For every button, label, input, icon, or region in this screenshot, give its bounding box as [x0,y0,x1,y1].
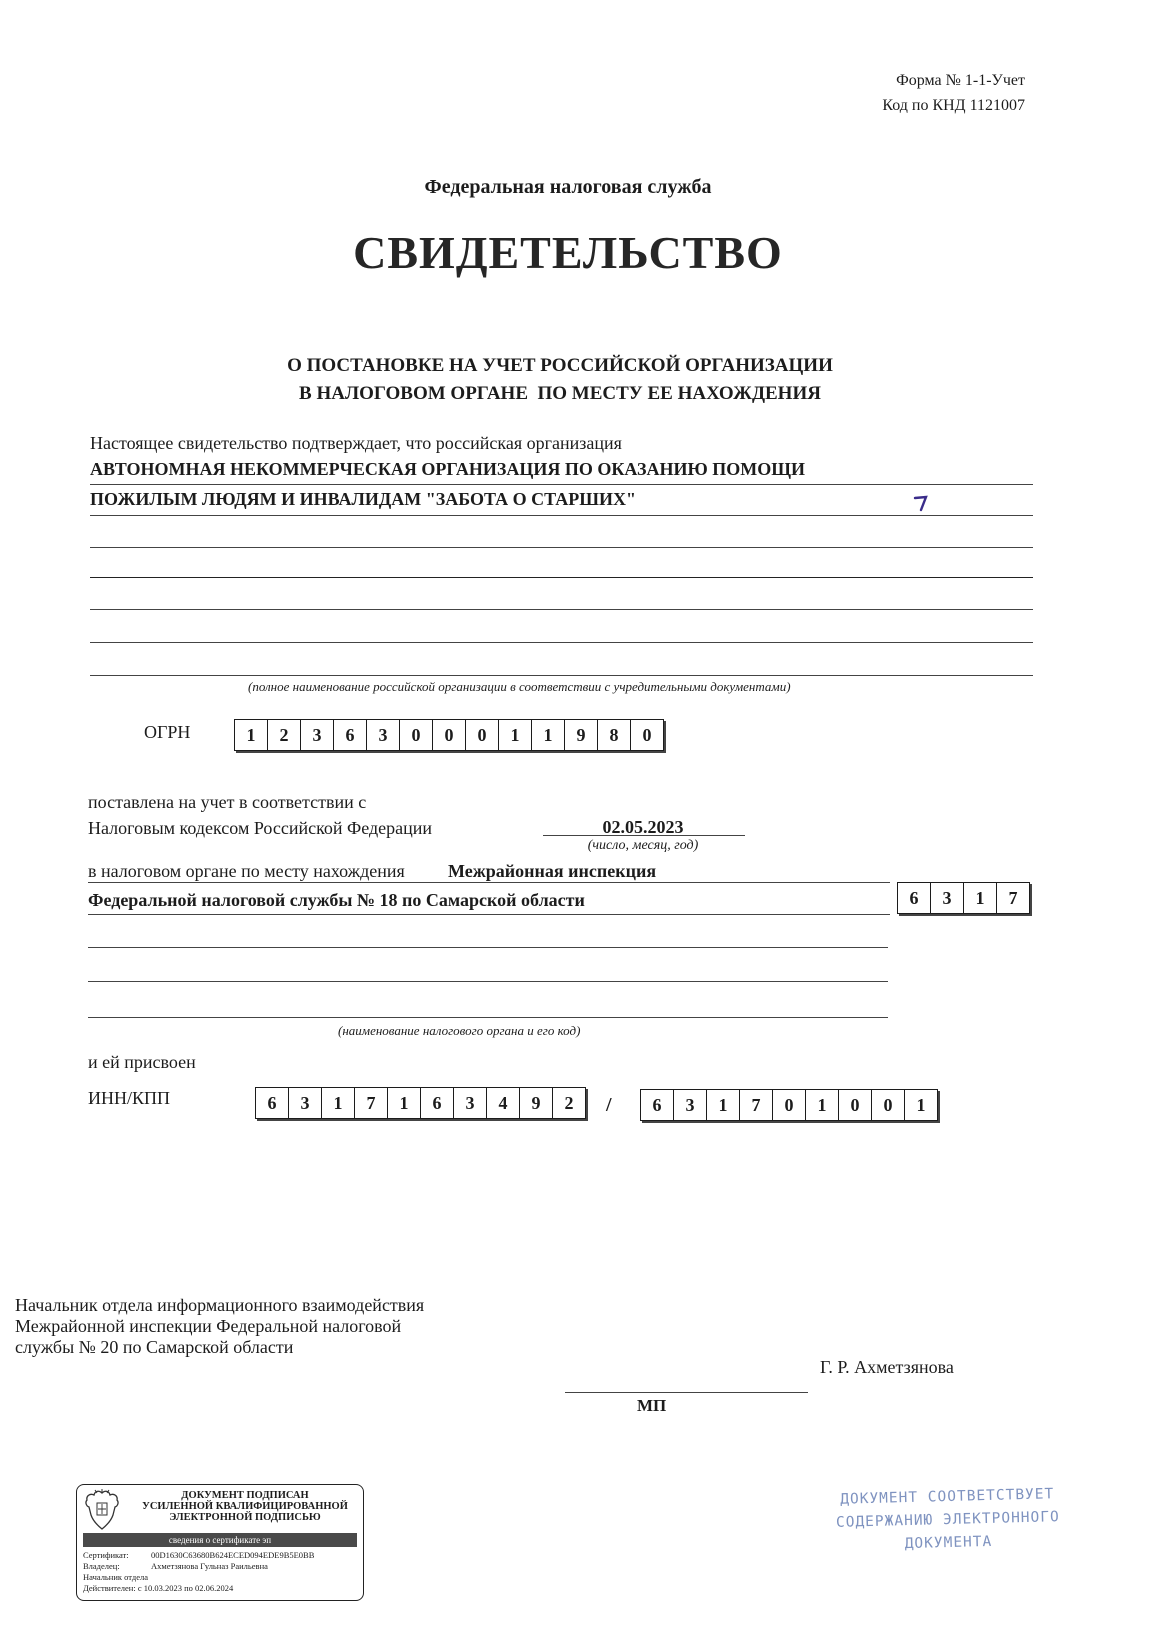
signatory-position-line-2: Межрайонной инспекции Федеральной налоговой [15,1316,402,1336]
inn-digit: 4 [487,1088,520,1118]
ogrn-digit: 6 [334,720,367,750]
ogrn-digit: 1 [532,720,565,750]
certificate-label: Сертификат: [83,1550,129,1560]
org-name-rule [90,484,1033,485]
e-signature-title-line-2: УСИЛЕННОЙ КВАЛИФИЦИРОВАННОЙ [142,1501,348,1512]
ogrn-digit: 0 [433,720,466,750]
blank-rule [90,675,1033,676]
owner-value: Ахметзянова Гульназ Раильевна [151,1561,268,1571]
tax-office-line-1: Межрайонная инспекция [448,861,657,881]
signature-rule [565,1392,808,1393]
kpp-digit: 1 [707,1090,740,1120]
org-name-caption: (полное наименование российской организации в соответствии с учредительными документами) [248,679,791,694]
blank-rule [90,577,1033,578]
stamp-line-2: СОДЕРЖАНИЮ ЭЛЕКТРОННОГО [836,1509,1061,1531]
kpp-digit: 0 [839,1090,872,1120]
owner-position: Начальник отдела [83,1572,149,1582]
intro-text: Настоящее свидетельство подтверждает, что российская организация [90,433,622,453]
ogrn-label: ОГРН [144,722,191,742]
kpp-digits [640,1089,938,1121]
owner-label: Владелец: [83,1561,120,1571]
blank-rule [88,981,888,982]
ogrn-digit: 1 [499,720,532,750]
inn-digit: 3 [454,1088,487,1118]
document-title: СВИДЕТЕЛЬСТВО [353,227,783,278]
kpp-digit: 1 [916,1094,926,1115]
ogrn-digit: 8 [598,720,631,750]
pen-mark [912,493,930,513]
inn-kpp-label: ИНН/КПП [88,1088,171,1108]
inn-digit: 1 [322,1088,355,1118]
coat-of-arms-icon [83,1489,121,1531]
e-signature-block [76,1484,364,1601]
tax-office-code [897,882,1030,914]
certificate-value: 00D1630C63680B624ECED094EDE9B5E0BB [151,1550,315,1560]
inn-digit: 3 [289,1088,322,1118]
registration-text-2: Налоговым кодексом Российской Федерации [88,818,433,838]
inn-digit: 6 [421,1088,454,1118]
ogrn-digit: 1 [235,720,268,750]
e-signature-title-line-3: ЭЛЕКТРОННОЙ ПОДПИСЬЮ [169,1512,321,1523]
subtitle-line-2: В НАЛОГОВОМ ОРГАНЕ ПО МЕСТУ ЕЕ НАХОЖДЕНИЯ [299,383,821,404]
inn-digits [255,1087,586,1119]
kpp-digit: 1 [806,1090,839,1120]
ogrn-digit: 0 [466,720,499,750]
inn-digit: 2 [564,1092,574,1113]
stamp-line-3: ДОКУМЕНТА [904,1533,993,1553]
blank-rule [90,609,1033,610]
signatory-position-line-3: службы № 20 по Самарской области [15,1337,294,1357]
blank-rule [90,547,1033,548]
org-name-rule [90,515,1033,516]
kpp-digit: 3 [674,1090,707,1120]
stamp-line-1: ДОКУМЕНТ СООТВЕТСТВУЕТ [840,1486,1055,1508]
date-rule [543,835,745,836]
date-caption: (число, месяц, год) [587,838,699,853]
registration-text-1: поставлена на учет в соответствии с [88,792,367,812]
conformity-stamp [835,1483,1061,1558]
ogrn-digit: 3 [301,720,334,750]
inn-digit: 1 [388,1088,421,1118]
agency-name: Федеральная налоговая служба [424,176,712,198]
ogrn-digits [234,719,664,751]
valid-label: Действителен: [83,1583,136,1593]
tax-office-line-2: Федеральной налоговой службы № 18 по Самарской области [88,890,585,910]
valid-value: с 10.03.2023 по 02.06.2024 [137,1583,234,1593]
tax-office-rule [88,882,890,883]
inn-kpp-separator: / [606,1094,612,1116]
tax-office-code-digit: 3 [931,883,964,913]
org-name-line-1: АВТОНОМНАЯ НЕКОММЕРЧЕСКАЯ ОРГАНИЗАЦИЯ ПО ОКАЗАНИЮ ПОМОЩИ [90,459,806,479]
document-subtitle [0,352,1120,408]
certificate-details [83,1550,314,1594]
blank-rule [90,642,1033,643]
blank-rule [88,1017,888,1018]
seal-place: МП [637,1396,667,1415]
ogrn-digit: 0 [400,720,433,750]
tax-office-rule [88,914,890,915]
tax-office-label: в налоговом органе по месту нахождения [88,861,405,881]
assigned-label: и ей присвоен [88,1052,196,1072]
signatory-name: Г. Р. Ахметзянова [820,1357,954,1377]
tax-office-code-digit: 6 [898,883,931,913]
certificate-info-bar: сведения о сертификате эп [83,1533,357,1547]
ogrn-digit: 2 [268,720,301,750]
kpp-digit: 7 [740,1090,773,1120]
ogrn-digit: 9 [565,720,598,750]
inn-digit: 9 [520,1088,553,1118]
ogrn-digit: 3 [367,720,400,750]
tax-office-caption: (наименование налогового органа и его код) [338,1023,581,1038]
knd-code: Код по КНД 1121007 [882,97,1025,114]
form-number: Форма № 1-1-Учет [896,72,1025,89]
blank-rule [88,947,888,948]
tax-office-code-digit: 1 [964,883,997,913]
e-signature-title-line-1: ДОКУМЕНТ ПОДПИСАН [181,1490,309,1501]
kpp-digit: 0 [872,1090,905,1120]
inn-digit: 6 [256,1088,289,1118]
inn-digit: 7 [355,1088,388,1118]
signatory-position-line-1: Начальник отдела информационного взаимодействия [15,1295,425,1315]
e-signature-title [132,1490,358,1523]
ogrn-digit: 0 [642,724,652,745]
tax-office-code-digit: 7 [1008,887,1018,908]
form-header [882,68,1025,118]
subtitle-line-1: О ПОСТАНОВКЕ НА УЧЕТ РОССИЙСКОЙ ОРГАНИЗАЦИИ [287,355,833,376]
registration-date: 02.05.2023 [602,817,684,837]
kpp-digit: 0 [773,1090,806,1120]
kpp-digit: 6 [641,1090,674,1120]
org-name-line-2: ПОЖИЛЫМ ЛЮДЯМ И ИНВАЛИДАМ "ЗАБОТА О СТАРШИХ" [90,489,637,509]
signatory-position [15,1295,424,1358]
